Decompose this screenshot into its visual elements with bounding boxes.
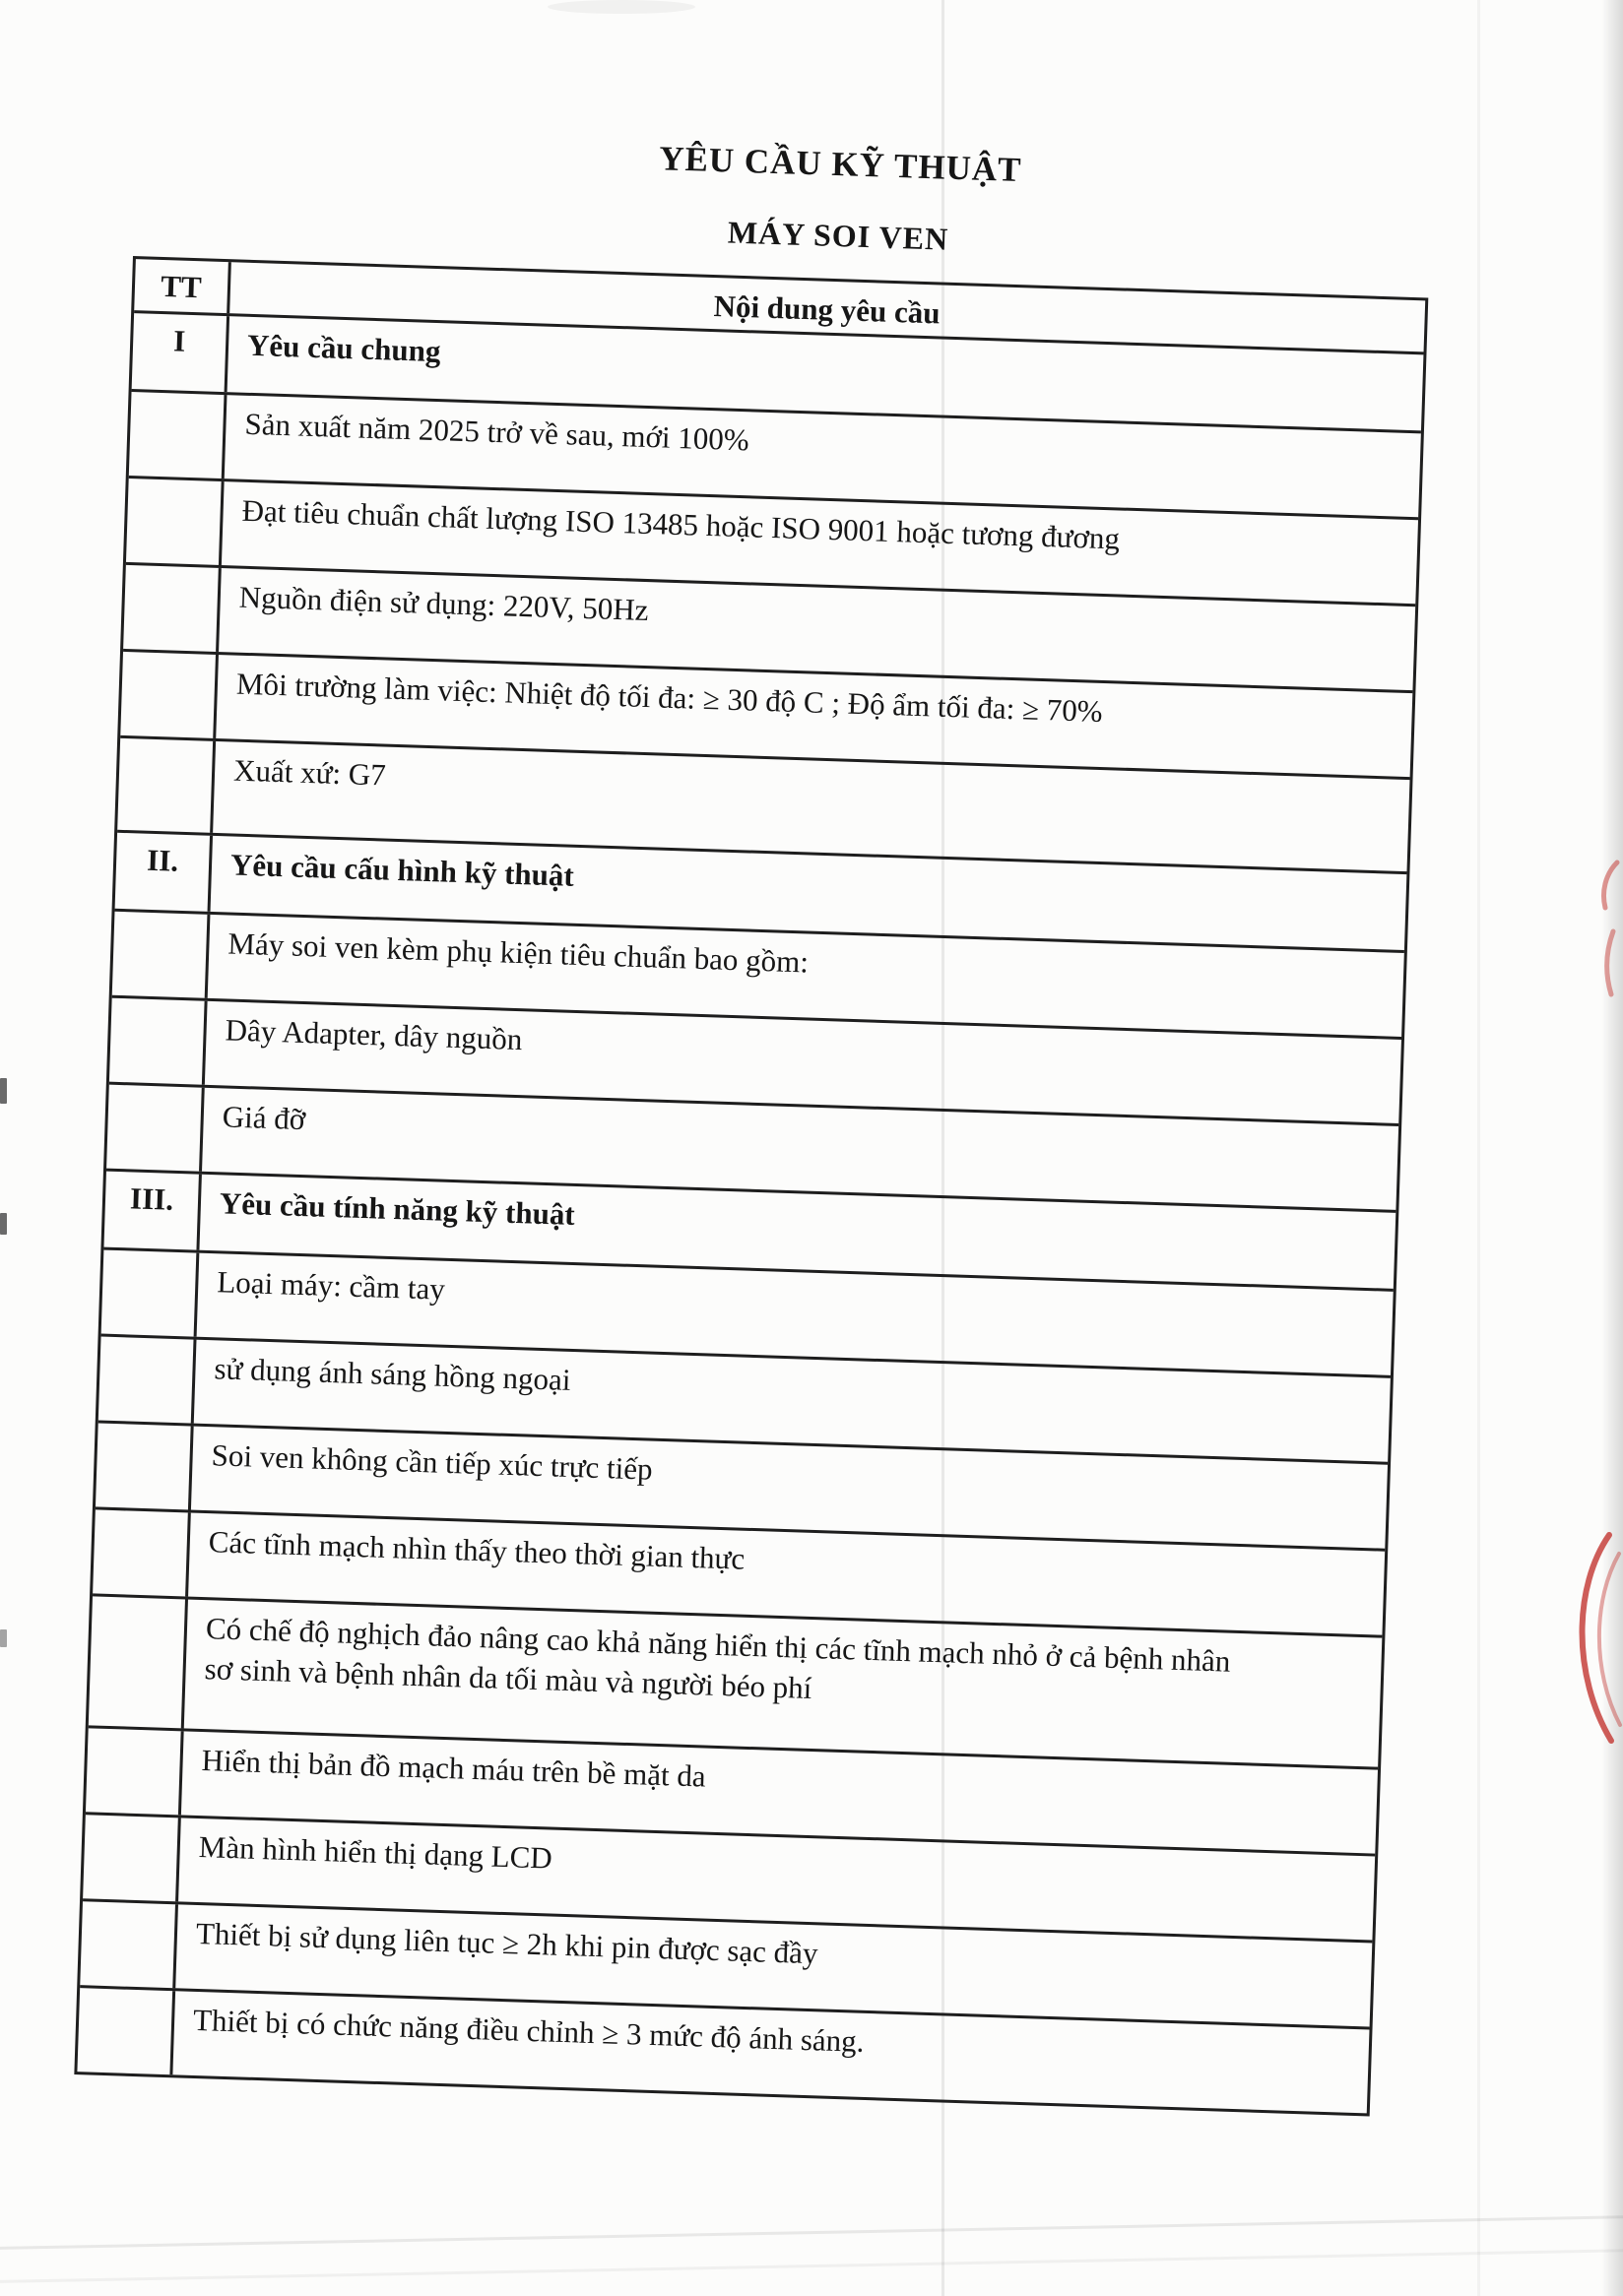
row-tt-cell (117, 738, 216, 833)
row-tt-cell (120, 652, 219, 738)
row-tt-cell: III. (103, 1172, 201, 1250)
row-content-cell: Màn hình hiển thị dạng LCD (198, 1829, 553, 1876)
row-content-cell: Yêu cầu cấu hình kỹ thuật (229, 847, 575, 893)
row-content-cell: Sản xuất năm 2025 trở về sau, mới 100% (243, 406, 750, 458)
row-tt-cell (77, 1988, 175, 2074)
row-tt-cell (126, 478, 225, 565)
row-content-cell: Loại máy: cầm tay (216, 1264, 446, 1307)
requirements-table (74, 256, 1428, 2117)
row-content-cell: Đạt tiêu chuẩn chất lượng ISO 13485 hoặc ISO 9001 hoặc tương đương (241, 492, 1121, 556)
row-tt-cell (112, 912, 211, 998)
row-content-cell: Thiết bị sử dụng liên tục ≥ 2h khi pin được sạc đầy (195, 1915, 819, 1971)
red-stamp-arc-icon (1564, 1532, 1623, 1749)
row-content-cell: Soi ven không cần tiếp xúc trực tiếp (211, 1437, 654, 1487)
row-content-cell: Hiển thị bản đồ mạch máu trên bề mặt da (201, 1743, 707, 1794)
page-title: YÊU CẦU KỸ THUẬT (658, 139, 1023, 190)
row-tt-cell: II. (115, 833, 213, 912)
row-tt-cell: I (132, 313, 229, 392)
row-content-cell: Nguồn điện sử dụng: 220V, 50Hz (238, 579, 650, 628)
red-stamp-fragment-icon (1599, 927, 1621, 1003)
row-content-cell: Yêu cầu tính năng kỹ thuật (219, 1185, 576, 1232)
page-subtitle: MÁY SOI VEN (727, 214, 949, 257)
row-tt-cell (101, 1250, 200, 1337)
row-tt-cell (98, 1337, 197, 1424)
row-tt-cell (89, 1596, 188, 1728)
scan-smudge (548, 0, 695, 14)
row-tt-cell (83, 1815, 181, 1901)
row-content-cell: Các tĩnh mạch nhìn thấy theo thời gian thực (208, 1524, 746, 1576)
row-content-cell: Môi trường làm việc: Nhiệt độ tối đa: ≥ 30 độ C ; Độ ẩm tối đa: ≥ 70% (235, 666, 1104, 730)
row-content-cell: Dây Adapter, dây nguồn (225, 1012, 523, 1057)
row-tt-cell (106, 1085, 205, 1172)
row-content-cell: Yêu cầu chung (246, 327, 441, 369)
row-content-cell: Xuất xứ: G7 (232, 752, 387, 793)
row-tt-cell (80, 1901, 178, 1988)
row-tt-cell (129, 392, 227, 478)
row-tt-cell (96, 1423, 194, 1509)
row-tt-cell (86, 1728, 184, 1815)
row-content-cell: Máy soi ven kèm phụ kiện tiêu chuẩn bao gồm: (227, 925, 810, 980)
row-content-cell: Có chế độ nghịch đảo nâng cao khả năng hiển thị các tĩnh mạch nhỏ ở cả bệnh nhân sơ sinh và bệnh nhân da tối màu và người béo phí (204, 1611, 1231, 1705)
row-tt-cell (109, 998, 208, 1085)
row-content-cell: sử dụng ánh sáng hồng ngoại (214, 1351, 572, 1397)
header-content-cell: Nội dung yêu cầu (713, 288, 941, 331)
row-tt-cell (93, 1509, 191, 1596)
header-tt-cell: TT (134, 259, 231, 313)
row-content-cell: Thiết bị có chức năng điều chỉnh ≥ 3 mức độ ánh sáng. (192, 2002, 866, 2059)
row-content-cell: Giá đỡ (222, 1099, 306, 1137)
row-tt-cell (123, 565, 222, 652)
red-stamp-fragment-icon (1591, 859, 1621, 917)
